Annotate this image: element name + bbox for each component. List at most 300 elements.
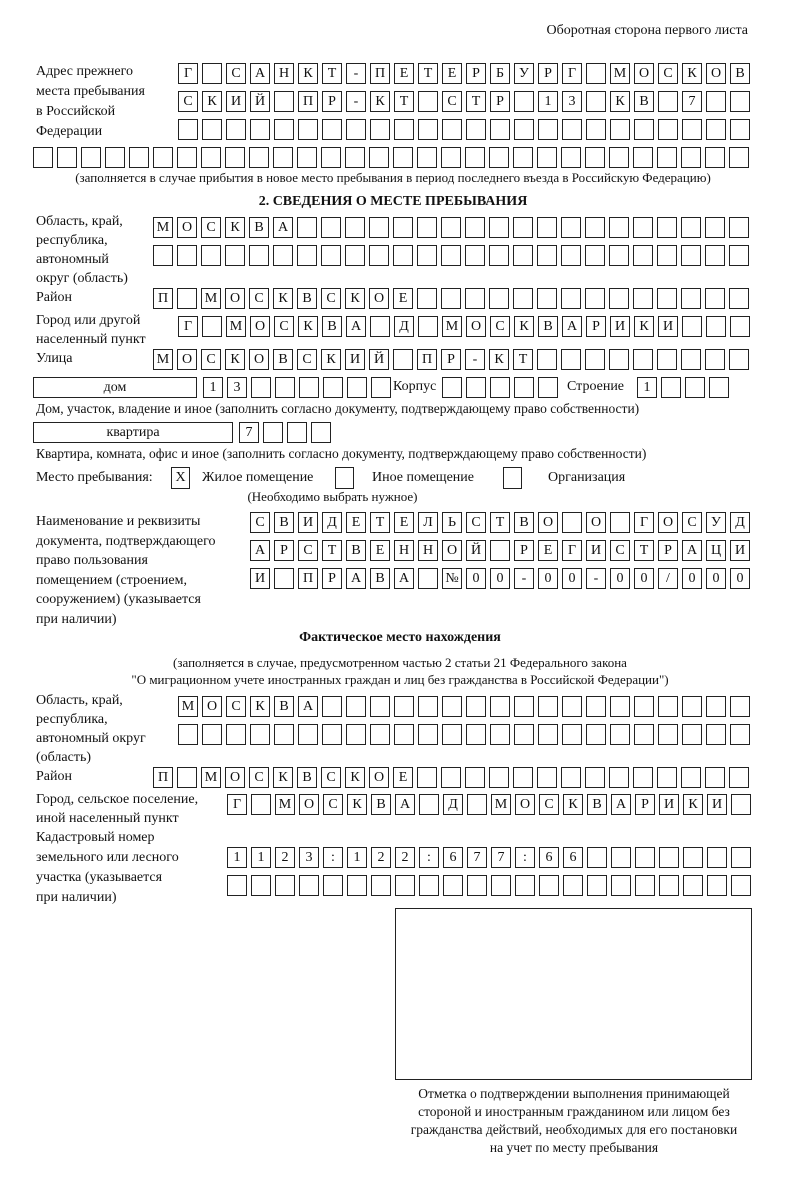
form-char-cell[interactable]: К: [250, 696, 270, 717]
form-char-cell[interactable]: [610, 724, 630, 745]
form-char-cell[interactable]: [731, 875, 751, 896]
form-char-cell[interactable]: [729, 767, 749, 788]
form-char-cell[interactable]: С: [226, 63, 246, 84]
form-char-cell[interactable]: [561, 349, 581, 370]
form-char-cell[interactable]: К: [225, 217, 245, 238]
form-char-cell[interactable]: [442, 377, 462, 398]
form-char-cell[interactable]: [490, 696, 510, 717]
form-char-cell[interactable]: [705, 245, 725, 266]
form-char-cell[interactable]: [705, 349, 725, 370]
form-char-cell[interactable]: :: [323, 847, 343, 868]
form-char-cell[interactable]: К: [298, 63, 318, 84]
form-char-cell[interactable]: И: [586, 540, 606, 561]
form-char-cell[interactable]: [609, 245, 629, 266]
form-char-cell[interactable]: [299, 377, 319, 398]
form-char-cell[interactable]: [634, 696, 654, 717]
form-char-cell[interactable]: [226, 724, 246, 745]
form-char-cell[interactable]: 6: [443, 847, 463, 868]
form-char-cell[interactable]: К: [273, 288, 293, 309]
form-char-cell[interactable]: [201, 147, 221, 168]
form-char-cell[interactable]: [537, 767, 557, 788]
form-char-cell[interactable]: В: [371, 794, 391, 815]
form-char-cell[interactable]: В: [730, 63, 750, 84]
form-char-cell[interactable]: [561, 245, 581, 266]
form-char-cell[interactable]: [225, 245, 245, 266]
form-char-cell[interactable]: В: [346, 540, 366, 561]
form-char-cell[interactable]: [538, 724, 558, 745]
form-char-cell[interactable]: О: [369, 288, 389, 309]
form-char-cell[interactable]: Д: [322, 512, 342, 533]
form-char-cell[interactable]: Н: [418, 540, 438, 561]
form-char-cell[interactable]: [443, 875, 463, 896]
form-char-cell[interactable]: [705, 767, 725, 788]
form-char-cell[interactable]: У: [514, 63, 534, 84]
form-char-cell[interactable]: [323, 875, 343, 896]
form-char-cell[interactable]: 7: [491, 847, 511, 868]
form-char-cell[interactable]: [609, 217, 629, 238]
form-char-cell[interactable]: [657, 245, 677, 266]
form-char-cell[interactable]: Н: [274, 63, 294, 84]
form-char-cell[interactable]: [441, 288, 461, 309]
form-char-cell[interactable]: О: [225, 767, 245, 788]
form-char-cell[interactable]: [681, 349, 701, 370]
form-char-cell[interactable]: Р: [586, 316, 606, 337]
form-char-cell[interactable]: [610, 119, 630, 140]
form-char-cell[interactable]: [731, 794, 751, 815]
form-char-cell[interactable]: [514, 377, 534, 398]
form-char-cell[interactable]: [729, 245, 749, 266]
form-char-cell[interactable]: [705, 217, 725, 238]
form-char-cell[interactable]: [467, 875, 487, 896]
form-char-cell[interactable]: [490, 724, 510, 745]
form-char-cell[interactable]: В: [274, 696, 294, 717]
form-char-cell[interactable]: [311, 422, 331, 443]
form-char-cell[interactable]: [658, 119, 678, 140]
form-char-cell[interactable]: С: [201, 349, 221, 370]
form-char-cell[interactable]: -: [465, 349, 485, 370]
form-char-cell[interactable]: [489, 245, 509, 266]
form-char-cell[interactable]: [297, 245, 317, 266]
form-char-cell[interactable]: [538, 377, 558, 398]
form-char-cell[interactable]: О: [634, 63, 654, 84]
form-char-cell[interactable]: В: [514, 512, 534, 533]
form-char-cell[interactable]: [442, 724, 462, 745]
form-char-cell[interactable]: 0: [562, 568, 582, 589]
form-char-cell[interactable]: 0: [466, 568, 486, 589]
form-char-cell[interactable]: Е: [370, 540, 390, 561]
form-char-cell[interactable]: [346, 696, 366, 717]
form-char-cell[interactable]: [177, 245, 197, 266]
form-char-cell[interactable]: В: [370, 568, 390, 589]
form-char-cell[interactable]: [585, 217, 605, 238]
form-char-cell[interactable]: [513, 767, 533, 788]
form-char-cell[interactable]: [153, 245, 173, 266]
form-char-cell[interactable]: П: [298, 91, 318, 112]
form-char-cell[interactable]: С: [226, 696, 246, 717]
form-char-cell[interactable]: И: [250, 568, 270, 589]
form-char-cell[interactable]: [418, 119, 438, 140]
form-char-cell[interactable]: [731, 847, 751, 868]
form-char-cell[interactable]: [681, 147, 701, 168]
form-char-cell[interactable]: [489, 147, 509, 168]
form-char-cell[interactable]: №: [442, 568, 462, 589]
form-char-cell[interactable]: Е: [394, 512, 414, 533]
form-char-cell[interactable]: [249, 245, 269, 266]
form-char-cell[interactable]: [709, 377, 729, 398]
form-char-cell[interactable]: [730, 696, 750, 717]
form-char-cell[interactable]: [633, 245, 653, 266]
form-char-cell[interactable]: [274, 119, 294, 140]
form-char-cell[interactable]: О: [706, 63, 726, 84]
form-char-cell[interactable]: [609, 767, 629, 788]
form-char-cell[interactable]: [274, 91, 294, 112]
form-char-cell[interactable]: С: [250, 512, 270, 533]
form-char-cell[interactable]: [321, 217, 341, 238]
form-char-cell[interactable]: О: [177, 349, 197, 370]
form-char-cell[interactable]: Л: [418, 512, 438, 533]
form-char-cell[interactable]: К: [489, 349, 509, 370]
form-char-cell[interactable]: [609, 288, 629, 309]
form-char-cell[interactable]: К: [345, 767, 365, 788]
form-char-cell[interactable]: [393, 245, 413, 266]
form-char-cell[interactable]: Т: [490, 512, 510, 533]
form-char-cell[interactable]: [371, 875, 391, 896]
form-char-cell[interactable]: [633, 147, 653, 168]
form-char-cell[interactable]: [706, 91, 726, 112]
form-char-cell[interactable]: [561, 147, 581, 168]
form-char-cell[interactable]: [683, 847, 703, 868]
form-char-cell[interactable]: Д: [443, 794, 463, 815]
form-char-cell[interactable]: Т: [418, 63, 438, 84]
form-char-cell[interactable]: [178, 119, 198, 140]
stay-place-residential-checkbox[interactable]: X: [171, 467, 190, 489]
form-char-cell[interactable]: [561, 217, 581, 238]
form-char-cell[interactable]: [537, 217, 557, 238]
form-char-cell[interactable]: [729, 288, 749, 309]
form-char-cell[interactable]: В: [587, 794, 607, 815]
form-char-cell[interactable]: Е: [393, 767, 413, 788]
form-char-cell[interactable]: 6: [563, 847, 583, 868]
stay-place-other-checkbox[interactable]: [335, 467, 354, 489]
form-char-cell[interactable]: [177, 147, 197, 168]
form-char-cell[interactable]: [681, 767, 701, 788]
form-char-cell[interactable]: [250, 119, 270, 140]
form-char-cell[interactable]: [442, 119, 462, 140]
form-char-cell[interactable]: Ц: [706, 540, 726, 561]
form-char-cell[interactable]: [515, 875, 535, 896]
form-char-cell[interactable]: П: [370, 63, 390, 84]
form-char-cell[interactable]: [202, 119, 222, 140]
form-char-cell[interactable]: [249, 147, 269, 168]
form-char-cell[interactable]: [201, 245, 221, 266]
form-char-cell[interactable]: [418, 316, 438, 337]
form-char-cell[interactable]: [658, 724, 678, 745]
form-char-cell[interactable]: Р: [466, 63, 486, 84]
form-char-cell[interactable]: [322, 724, 342, 745]
form-char-cell[interactable]: А: [250, 63, 270, 84]
form-char-cell[interactable]: [417, 245, 437, 266]
form-char-cell[interactable]: [585, 349, 605, 370]
form-char-cell[interactable]: [634, 119, 654, 140]
form-char-cell[interactable]: А: [611, 794, 631, 815]
form-char-cell[interactable]: [394, 119, 414, 140]
form-char-cell[interactable]: А: [562, 316, 582, 337]
form-char-cell[interactable]: [489, 217, 509, 238]
form-char-cell[interactable]: [263, 422, 283, 443]
form-char-cell[interactable]: М: [178, 696, 198, 717]
form-char-cell[interactable]: А: [394, 568, 414, 589]
form-char-cell[interactable]: Р: [322, 91, 342, 112]
form-char-cell[interactable]: Е: [393, 288, 413, 309]
form-char-cell[interactable]: М: [610, 63, 630, 84]
form-char-cell[interactable]: [177, 767, 197, 788]
form-char-cell[interactable]: [251, 377, 271, 398]
form-char-cell[interactable]: [633, 767, 653, 788]
apartment-type-field[interactable]: квартира: [33, 422, 233, 443]
form-char-cell[interactable]: [345, 217, 365, 238]
form-char-cell[interactable]: О: [442, 540, 462, 561]
form-char-cell[interactable]: К: [345, 288, 365, 309]
form-char-cell[interactable]: 0: [730, 568, 750, 589]
form-char-cell[interactable]: 2: [371, 847, 391, 868]
form-char-cell[interactable]: О: [299, 794, 319, 815]
form-char-cell[interactable]: [707, 847, 727, 868]
form-char-cell[interactable]: А: [298, 696, 318, 717]
form-char-cell[interactable]: [514, 119, 534, 140]
form-char-cell[interactable]: А: [346, 316, 366, 337]
form-char-cell[interactable]: [370, 119, 390, 140]
form-char-cell[interactable]: [658, 91, 678, 112]
form-char-cell[interactable]: Й: [250, 91, 270, 112]
form-char-cell[interactable]: 1: [637, 377, 657, 398]
form-char-cell[interactable]: С: [201, 217, 221, 238]
form-char-cell[interactable]: [419, 794, 439, 815]
form-char-cell[interactable]: 6: [539, 847, 559, 868]
form-char-cell[interactable]: С: [682, 512, 702, 533]
form-char-cell[interactable]: Б: [490, 63, 510, 84]
form-char-cell[interactable]: [610, 512, 630, 533]
form-char-cell[interactable]: [706, 119, 726, 140]
form-char-cell[interactable]: 0: [490, 568, 510, 589]
form-char-cell[interactable]: К: [610, 91, 630, 112]
form-char-cell[interactable]: [585, 245, 605, 266]
form-char-cell[interactable]: [346, 119, 366, 140]
form-char-cell[interactable]: К: [321, 349, 341, 370]
form-char-cell[interactable]: [586, 724, 606, 745]
form-char-cell[interactable]: [418, 91, 438, 112]
form-char-cell[interactable]: М: [153, 217, 173, 238]
form-char-cell[interactable]: С: [249, 288, 269, 309]
form-char-cell[interactable]: [273, 245, 293, 266]
form-char-cell[interactable]: 7: [239, 422, 259, 443]
form-char-cell[interactable]: [298, 724, 318, 745]
form-char-cell[interactable]: [538, 119, 558, 140]
form-char-cell[interactable]: [227, 875, 247, 896]
form-char-cell[interactable]: [33, 147, 53, 168]
form-char-cell[interactable]: [369, 147, 389, 168]
form-char-cell[interactable]: [537, 245, 557, 266]
form-char-cell[interactable]: [442, 696, 462, 717]
form-char-cell[interactable]: О: [250, 316, 270, 337]
form-char-cell[interactable]: [370, 316, 390, 337]
form-char-cell[interactable]: [730, 316, 750, 337]
form-char-cell[interactable]: К: [225, 349, 245, 370]
form-char-cell[interactable]: [657, 288, 677, 309]
form-char-cell[interactable]: [513, 147, 533, 168]
form-char-cell[interactable]: [417, 767, 437, 788]
form-char-cell[interactable]: К: [683, 794, 703, 815]
form-char-cell[interactable]: И: [226, 91, 246, 112]
form-char-cell[interactable]: [441, 245, 461, 266]
form-char-cell[interactable]: 1: [227, 847, 247, 868]
form-char-cell[interactable]: Н: [394, 540, 414, 561]
form-char-cell[interactable]: [489, 288, 509, 309]
form-char-cell[interactable]: О: [466, 316, 486, 337]
form-char-cell[interactable]: [681, 288, 701, 309]
form-char-cell[interactable]: [586, 696, 606, 717]
form-char-cell[interactable]: Е: [394, 63, 414, 84]
form-char-cell[interactable]: [633, 349, 653, 370]
form-char-cell[interactable]: [681, 217, 701, 238]
form-char-cell[interactable]: [251, 794, 271, 815]
form-char-cell[interactable]: Г: [634, 512, 654, 533]
form-char-cell[interactable]: О: [658, 512, 678, 533]
form-char-cell[interactable]: И: [658, 316, 678, 337]
form-char-cell[interactable]: [657, 767, 677, 788]
form-char-cell[interactable]: [562, 119, 582, 140]
form-char-cell[interactable]: [658, 696, 678, 717]
form-char-cell[interactable]: О: [538, 512, 558, 533]
form-char-cell[interactable]: [730, 724, 750, 745]
form-char-cell[interactable]: О: [249, 349, 269, 370]
form-char-cell[interactable]: [585, 147, 605, 168]
form-char-cell[interactable]: [371, 377, 391, 398]
form-char-cell[interactable]: [730, 119, 750, 140]
form-char-cell[interactable]: Й: [369, 349, 389, 370]
form-char-cell[interactable]: 3: [562, 91, 582, 112]
form-char-cell[interactable]: Р: [441, 349, 461, 370]
form-char-cell[interactable]: [275, 377, 295, 398]
form-char-cell[interactable]: [465, 217, 485, 238]
form-char-cell[interactable]: :: [515, 847, 535, 868]
form-char-cell[interactable]: И: [730, 540, 750, 561]
form-char-cell[interactable]: В: [249, 217, 269, 238]
form-char-cell[interactable]: Р: [274, 540, 294, 561]
form-char-cell[interactable]: С: [490, 316, 510, 337]
form-char-cell[interactable]: С: [466, 512, 486, 533]
form-char-cell[interactable]: С: [249, 767, 269, 788]
form-char-cell[interactable]: [466, 119, 486, 140]
form-char-cell[interactable]: [419, 875, 439, 896]
form-char-cell[interactable]: [586, 63, 606, 84]
form-char-cell[interactable]: О: [177, 217, 197, 238]
form-char-cell[interactable]: [394, 724, 414, 745]
form-char-cell[interactable]: [683, 875, 703, 896]
form-char-cell[interactable]: Г: [227, 794, 247, 815]
form-char-cell[interactable]: [634, 724, 654, 745]
form-char-cell[interactable]: Е: [346, 512, 366, 533]
form-char-cell[interactable]: И: [707, 794, 727, 815]
form-char-cell[interactable]: [489, 767, 509, 788]
form-char-cell[interactable]: [611, 847, 631, 868]
form-char-cell[interactable]: -: [346, 63, 366, 84]
form-char-cell[interactable]: С: [298, 540, 318, 561]
form-char-cell[interactable]: А: [395, 794, 415, 815]
form-char-cell[interactable]: К: [682, 63, 702, 84]
form-char-cell[interactable]: [585, 767, 605, 788]
form-char-cell[interactable]: М: [442, 316, 462, 337]
form-char-cell[interactable]: [563, 875, 583, 896]
form-char-cell[interactable]: М: [491, 794, 511, 815]
form-char-cell[interactable]: [105, 147, 125, 168]
form-char-cell[interactable]: С: [321, 288, 341, 309]
form-char-cell[interactable]: [297, 147, 317, 168]
form-char-cell[interactable]: В: [538, 316, 558, 337]
form-char-cell[interactable]: С: [297, 349, 317, 370]
form-char-cell[interactable]: [635, 875, 655, 896]
form-char-cell[interactable]: [562, 724, 582, 745]
form-char-cell[interactable]: [250, 724, 270, 745]
form-char-cell[interactable]: Т: [322, 540, 342, 561]
form-char-cell[interactable]: Й: [466, 540, 486, 561]
form-char-cell[interactable]: [417, 147, 437, 168]
form-char-cell[interactable]: [490, 119, 510, 140]
form-char-cell[interactable]: С: [274, 316, 294, 337]
form-char-cell[interactable]: К: [634, 316, 654, 337]
form-char-cell[interactable]: /: [658, 568, 678, 589]
form-char-cell[interactable]: 0: [538, 568, 558, 589]
form-char-cell[interactable]: 7: [682, 91, 702, 112]
form-char-cell[interactable]: А: [250, 540, 270, 561]
form-char-cell[interactable]: [490, 540, 510, 561]
form-char-cell[interactable]: [202, 316, 222, 337]
form-char-cell[interactable]: С: [442, 91, 462, 112]
form-char-cell[interactable]: 0: [634, 568, 654, 589]
form-char-cell[interactable]: У: [706, 512, 726, 533]
form-char-cell[interactable]: О: [202, 696, 222, 717]
form-char-cell[interactable]: К: [298, 316, 318, 337]
form-char-cell[interactable]: [418, 696, 438, 717]
form-char-cell[interactable]: И: [610, 316, 630, 337]
form-char-cell[interactable]: [321, 147, 341, 168]
form-char-cell[interactable]: [633, 288, 653, 309]
form-char-cell[interactable]: [633, 217, 653, 238]
form-char-cell[interactable]: [369, 217, 389, 238]
form-char-cell[interactable]: [465, 147, 485, 168]
form-char-cell[interactable]: [129, 147, 149, 168]
form-char-cell[interactable]: [561, 288, 581, 309]
form-char-cell[interactable]: [418, 724, 438, 745]
form-char-cell[interactable]: Т: [513, 349, 533, 370]
form-char-cell[interactable]: [657, 147, 677, 168]
form-char-cell[interactable]: [347, 377, 367, 398]
form-char-cell[interactable]: П: [417, 349, 437, 370]
form-char-cell[interactable]: [514, 724, 534, 745]
form-char-cell[interactable]: В: [634, 91, 654, 112]
form-char-cell[interactable]: [418, 568, 438, 589]
form-char-cell[interactable]: Д: [394, 316, 414, 337]
form-char-cell[interactable]: [467, 794, 487, 815]
form-char-cell[interactable]: [370, 724, 390, 745]
form-char-cell[interactable]: Е: [538, 540, 558, 561]
form-char-cell[interactable]: О: [586, 512, 606, 533]
form-char-cell[interactable]: [394, 696, 414, 717]
form-char-cell[interactable]: [273, 147, 293, 168]
form-char-cell[interactable]: [202, 63, 222, 84]
form-char-cell[interactable]: Ь: [442, 512, 462, 533]
form-char-cell[interactable]: [297, 217, 317, 238]
form-char-cell[interactable]: [466, 696, 486, 717]
